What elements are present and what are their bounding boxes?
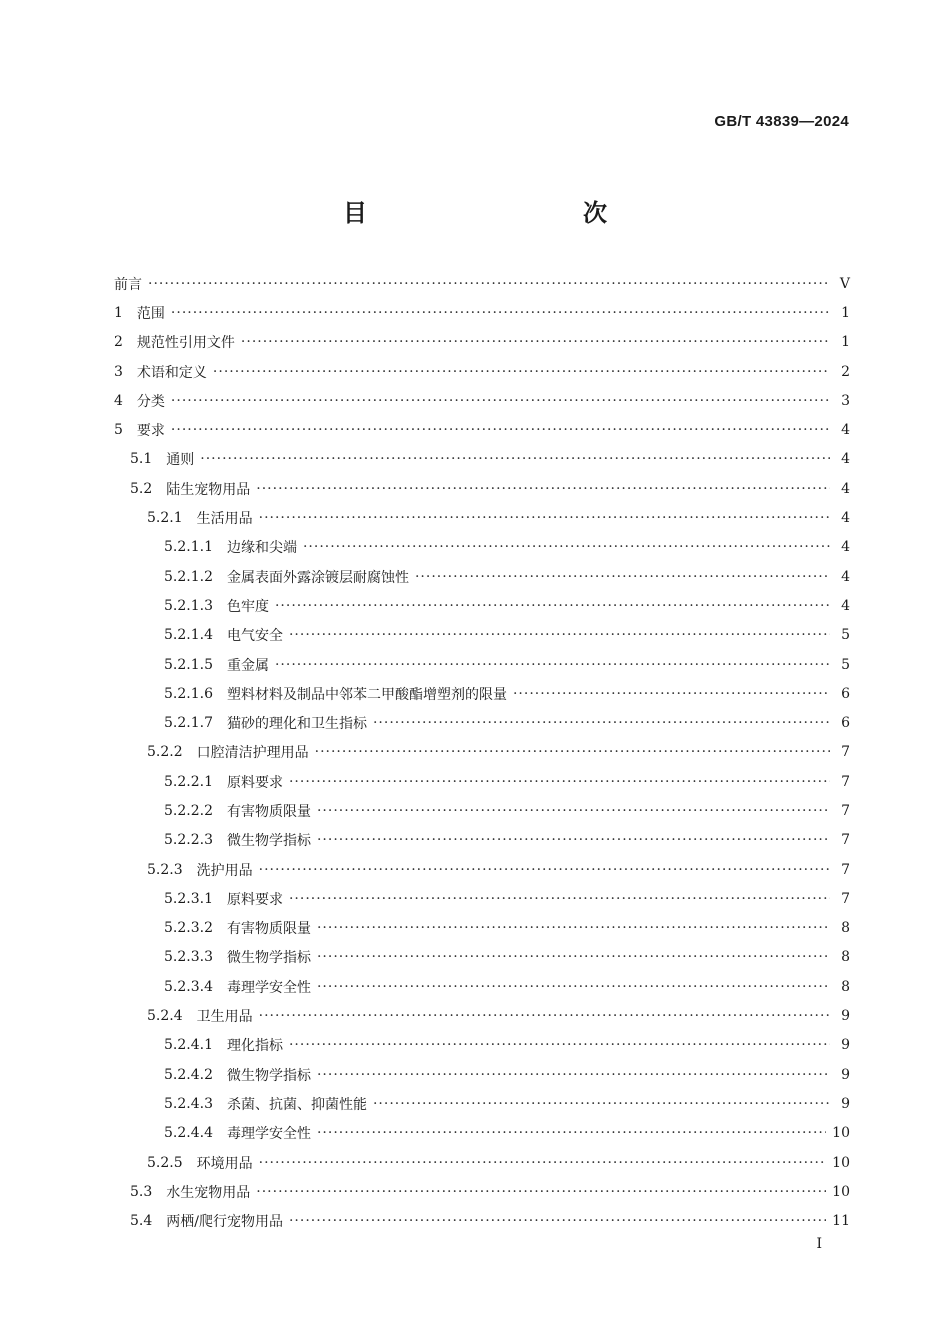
toc-entry-label: 边缘和尖端 [226, 540, 297, 557]
toc-entry-label: 环境用品 [196, 1155, 253, 1172]
toc-dot-leader [317, 1125, 826, 1141]
toc-entry[interactable] [114, 796, 850, 825]
toc-dot-leader [289, 627, 830, 643]
toc-entry-number: 5.2.2.1 [164, 773, 213, 790]
toc-entry-page: 6 [841, 715, 850, 732]
toc-entry-label: 生活用品 [196, 511, 253, 528]
toc-entry-page: 4 [841, 451, 850, 468]
toc-entry[interactable] [114, 767, 850, 796]
toc-entry[interactable] [114, 474, 850, 503]
toc-entry-number: 5.2.1.4 [164, 627, 213, 644]
toc-entry[interactable] [114, 591, 850, 620]
toc-entry-number: 4 [114, 392, 123, 409]
toc-dot-leader [317, 920, 830, 936]
toc-entry-page: 7 [841, 773, 850, 790]
toc-entry-number: 5 [114, 422, 123, 439]
toc-entry-page: 8 [841, 920, 850, 937]
toc-entry-label: 毒理学安全性 [226, 1126, 311, 1143]
toc-entry-number: 5.1 [130, 451, 153, 468]
toc-entry-label: 有害物质限量 [226, 921, 311, 938]
toc-dot-leader [289, 1213, 826, 1229]
toc-entry-number: 5.2.3.1 [164, 890, 213, 907]
toc-entry-page: 7 [841, 890, 850, 907]
toc-entry[interactable] [114, 562, 850, 591]
toc-entry-label: 术语和定义 [136, 364, 207, 381]
toc-entry-page: 7 [841, 802, 850, 819]
toc-entry[interactable] [114, 650, 850, 679]
toc-entry-label: 两栖/爬行宠物用品 [166, 1214, 283, 1231]
toc-dot-leader [148, 276, 830, 292]
toc-entry[interactable] [114, 533, 850, 562]
toc-entry[interactable] [114, 1060, 850, 1089]
toc-entry-number: 5.2.5 [147, 1154, 183, 1171]
toc-dot-leader [317, 1067, 830, 1083]
toc-entry-label: 电气安全 [226, 628, 283, 645]
toc-dot-leader [317, 803, 830, 819]
toc-entry-number: 5.2.4.2 [164, 1066, 213, 1083]
toc-entry-label: 要求 [136, 423, 165, 440]
toc-entry[interactable] [114, 708, 850, 737]
toc-entry-number: 5.2.2.3 [164, 832, 213, 849]
toc-entry-label: 水生宠物用品 [166, 1184, 251, 1201]
toc-entry-label: 重金属 [226, 657, 269, 674]
toc-dot-leader [171, 422, 830, 438]
toc-dot-leader [289, 1037, 830, 1053]
toc-entry[interactable] [114, 1001, 850, 1030]
toc-entry-page: 4 [841, 510, 850, 527]
toc-entry-number: 5.2.4.1 [164, 1037, 213, 1054]
toc-entry-page: 4 [841, 422, 850, 439]
toc-entry-page: 7 [841, 744, 850, 761]
toc-dot-leader [275, 657, 830, 673]
toc-entry-label: 原料要求 [226, 891, 283, 908]
document-code: GB/T 43839—2024 [714, 113, 849, 130]
toc-dot-leader [200, 451, 830, 467]
toc-entry-page: 9 [841, 1066, 850, 1083]
toc-entry[interactable] [114, 357, 850, 386]
page-number: I [816, 1236, 822, 1252]
toc-entry-number: 5.2.2 [147, 744, 183, 761]
toc-dot-leader [275, 598, 830, 614]
toc-entry-label: 微生物学指标 [226, 1067, 311, 1084]
toc-entry-label: 卫生用品 [196, 1009, 253, 1026]
toc-entry[interactable] [114, 1031, 850, 1060]
toc-dot-leader [259, 1008, 830, 1024]
toc-dot-leader [241, 334, 830, 350]
table-of-contents [114, 269, 850, 1236]
toc-entry-number: 5.2.1.5 [164, 656, 213, 673]
toc-entry-label: 范围 [136, 305, 165, 322]
toc-dot-leader [259, 510, 830, 526]
toc-entry[interactable] [114, 386, 850, 415]
toc-entry-label: 口腔清洁护理用品 [196, 745, 309, 762]
toc-dot-leader [256, 481, 830, 497]
toc-entry-page: 10 [832, 1183, 850, 1200]
toc-entry-page: 5 [841, 656, 850, 673]
toc-dot-leader [415, 569, 830, 585]
toc-entry-label: 理化指标 [226, 1038, 283, 1055]
toc-entry-label: 原料要求 [226, 774, 283, 791]
toc-entry-page: 4 [841, 480, 850, 497]
toc-dot-leader [259, 862, 830, 878]
toc-dot-leader [171, 305, 830, 321]
toc-dot-leader [317, 832, 830, 848]
toc-entry[interactable] [114, 621, 850, 650]
toc-entry-label: 色牢度 [226, 598, 269, 615]
toc-entry-number: 5.2.3.4 [164, 978, 213, 995]
toc-dot-leader [289, 891, 830, 907]
toc-entry-number: 5.2.1 [147, 510, 183, 527]
toc-entry[interactable] [114, 1177, 850, 1206]
toc-entry-number: 5.2.1.2 [164, 568, 213, 585]
toc-entry-label: 微生物学指标 [226, 833, 311, 850]
toc-entry[interactable] [114, 1148, 850, 1177]
toc-entry[interactable] [114, 298, 850, 327]
toc-entry-page: 10 [832, 1125, 850, 1142]
toc-entry[interactable] [114, 415, 850, 444]
toc-dot-leader [513, 686, 830, 702]
toc-entry-page: 8 [841, 978, 850, 995]
toc-entry-label: 前言 [114, 276, 142, 293]
toc-entry-number: 5.2.4.3 [164, 1095, 213, 1112]
toc-entry-number: 5.2.1.3 [164, 597, 213, 614]
toc-entry-number: 2 [114, 334, 123, 351]
toc-entry-page: 1 [841, 304, 850, 321]
toc-entry-page: 3 [841, 392, 850, 409]
toc-entry[interactable] [114, 679, 850, 708]
toc-entry-number: 3 [114, 363, 123, 380]
toc-entry-number: 5.2.1.6 [164, 685, 213, 702]
toc-entry-number: 5.2.3 [147, 861, 183, 878]
toc-entry-page: 2 [841, 363, 850, 380]
toc-entry[interactable] [114, 914, 850, 943]
toc-entry-page: 7 [841, 832, 850, 849]
toc-entry-page: 8 [841, 949, 850, 966]
toc-entry-label: 规范性引用文件 [136, 335, 235, 352]
toc-entry[interactable] [114, 972, 850, 1001]
toc-entry[interactable] [114, 328, 850, 357]
toc-entry-page: 4 [841, 568, 850, 585]
toc-entry-label: 猫砂的理化和卫生指标 [226, 716, 367, 733]
toc-entry[interactable] [114, 826, 850, 855]
toc-entry-page: 9 [841, 1095, 850, 1112]
toc-entry-page: 7 [841, 861, 850, 878]
toc-entry-number: 5.2.1.1 [164, 539, 213, 556]
toc-entry-label: 杀菌、抗菌、抑菌性能 [226, 1096, 367, 1113]
toc-entry-label: 毒理学安全性 [226, 979, 311, 996]
toc-entry-page: 4 [841, 539, 850, 556]
toc-entry[interactable] [114, 1089, 850, 1118]
toc-entry-number: 5.3 [130, 1183, 153, 1200]
toc-entry[interactable] [114, 884, 850, 913]
toc-entry-page: 6 [841, 685, 850, 702]
toc-entry-page: 4 [841, 597, 850, 614]
toc-entry-page: 1 [841, 334, 850, 351]
toc-dot-leader [373, 1096, 830, 1112]
toc-entry[interactable] [114, 943, 850, 972]
toc-dot-leader [317, 949, 830, 965]
toc-entry-page: 5 [841, 627, 850, 644]
toc-title: 目 次 [343, 199, 663, 227]
toc-dot-leader [213, 364, 830, 380]
toc-entry-label: 有害物质限量 [226, 803, 311, 820]
toc-entry-number: 5.2.1.7 [164, 715, 213, 732]
toc-entry-number: 5.4 [130, 1213, 153, 1230]
toc-entry-page: 10 [832, 1154, 850, 1171]
toc-dot-leader [303, 539, 830, 555]
toc-entry[interactable] [114, 1119, 850, 1148]
toc-dot-leader [315, 744, 830, 760]
toc-entry-page: V [839, 275, 850, 292]
toc-dot-leader [256, 1184, 826, 1200]
toc-entry[interactable] [114, 269, 850, 298]
toc-entry[interactable] [114, 855, 850, 884]
toc-entry-page: 9 [841, 1037, 850, 1054]
toc-entry-number: 5.2 [130, 480, 153, 497]
toc-entry-page: 11 [832, 1213, 850, 1230]
toc-entry-label: 金属表面外露涂镀层耐腐蚀性 [226, 569, 409, 586]
toc-dot-leader [171, 393, 830, 409]
toc-entry-number: 1 [114, 304, 123, 321]
toc-entry-label: 塑料材料及制品中邻苯二甲酸酯增塑剂的限量 [226, 686, 507, 703]
toc-entry-label: 洗护用品 [196, 862, 253, 879]
toc-entry-number: 5.2.4 [147, 1008, 183, 1025]
toc-entry-number: 5.2.3.3 [164, 949, 213, 966]
toc-entry-number: 5.2.3.2 [164, 920, 213, 937]
toc-dot-leader [289, 774, 830, 790]
toc-entry-label: 陆生宠物用品 [166, 481, 251, 498]
toc-entry[interactable] [114, 738, 850, 767]
toc-dot-leader [373, 715, 830, 731]
toc-entry-label: 分类 [136, 393, 165, 410]
toc-entry-label: 通则 [166, 452, 195, 469]
toc-entry[interactable] [114, 1207, 850, 1236]
toc-dot-leader [259, 1155, 827, 1171]
toc-entry-label: 微生物学指标 [226, 950, 311, 967]
toc-entry[interactable] [114, 503, 850, 532]
toc-dot-leader [317, 979, 830, 995]
toc-entry-number: 5.2.4.4 [164, 1125, 213, 1142]
toc-entry[interactable] [114, 445, 850, 474]
toc-entry-number: 5.2.2.2 [164, 802, 213, 819]
toc-entry-page: 9 [841, 1008, 850, 1025]
